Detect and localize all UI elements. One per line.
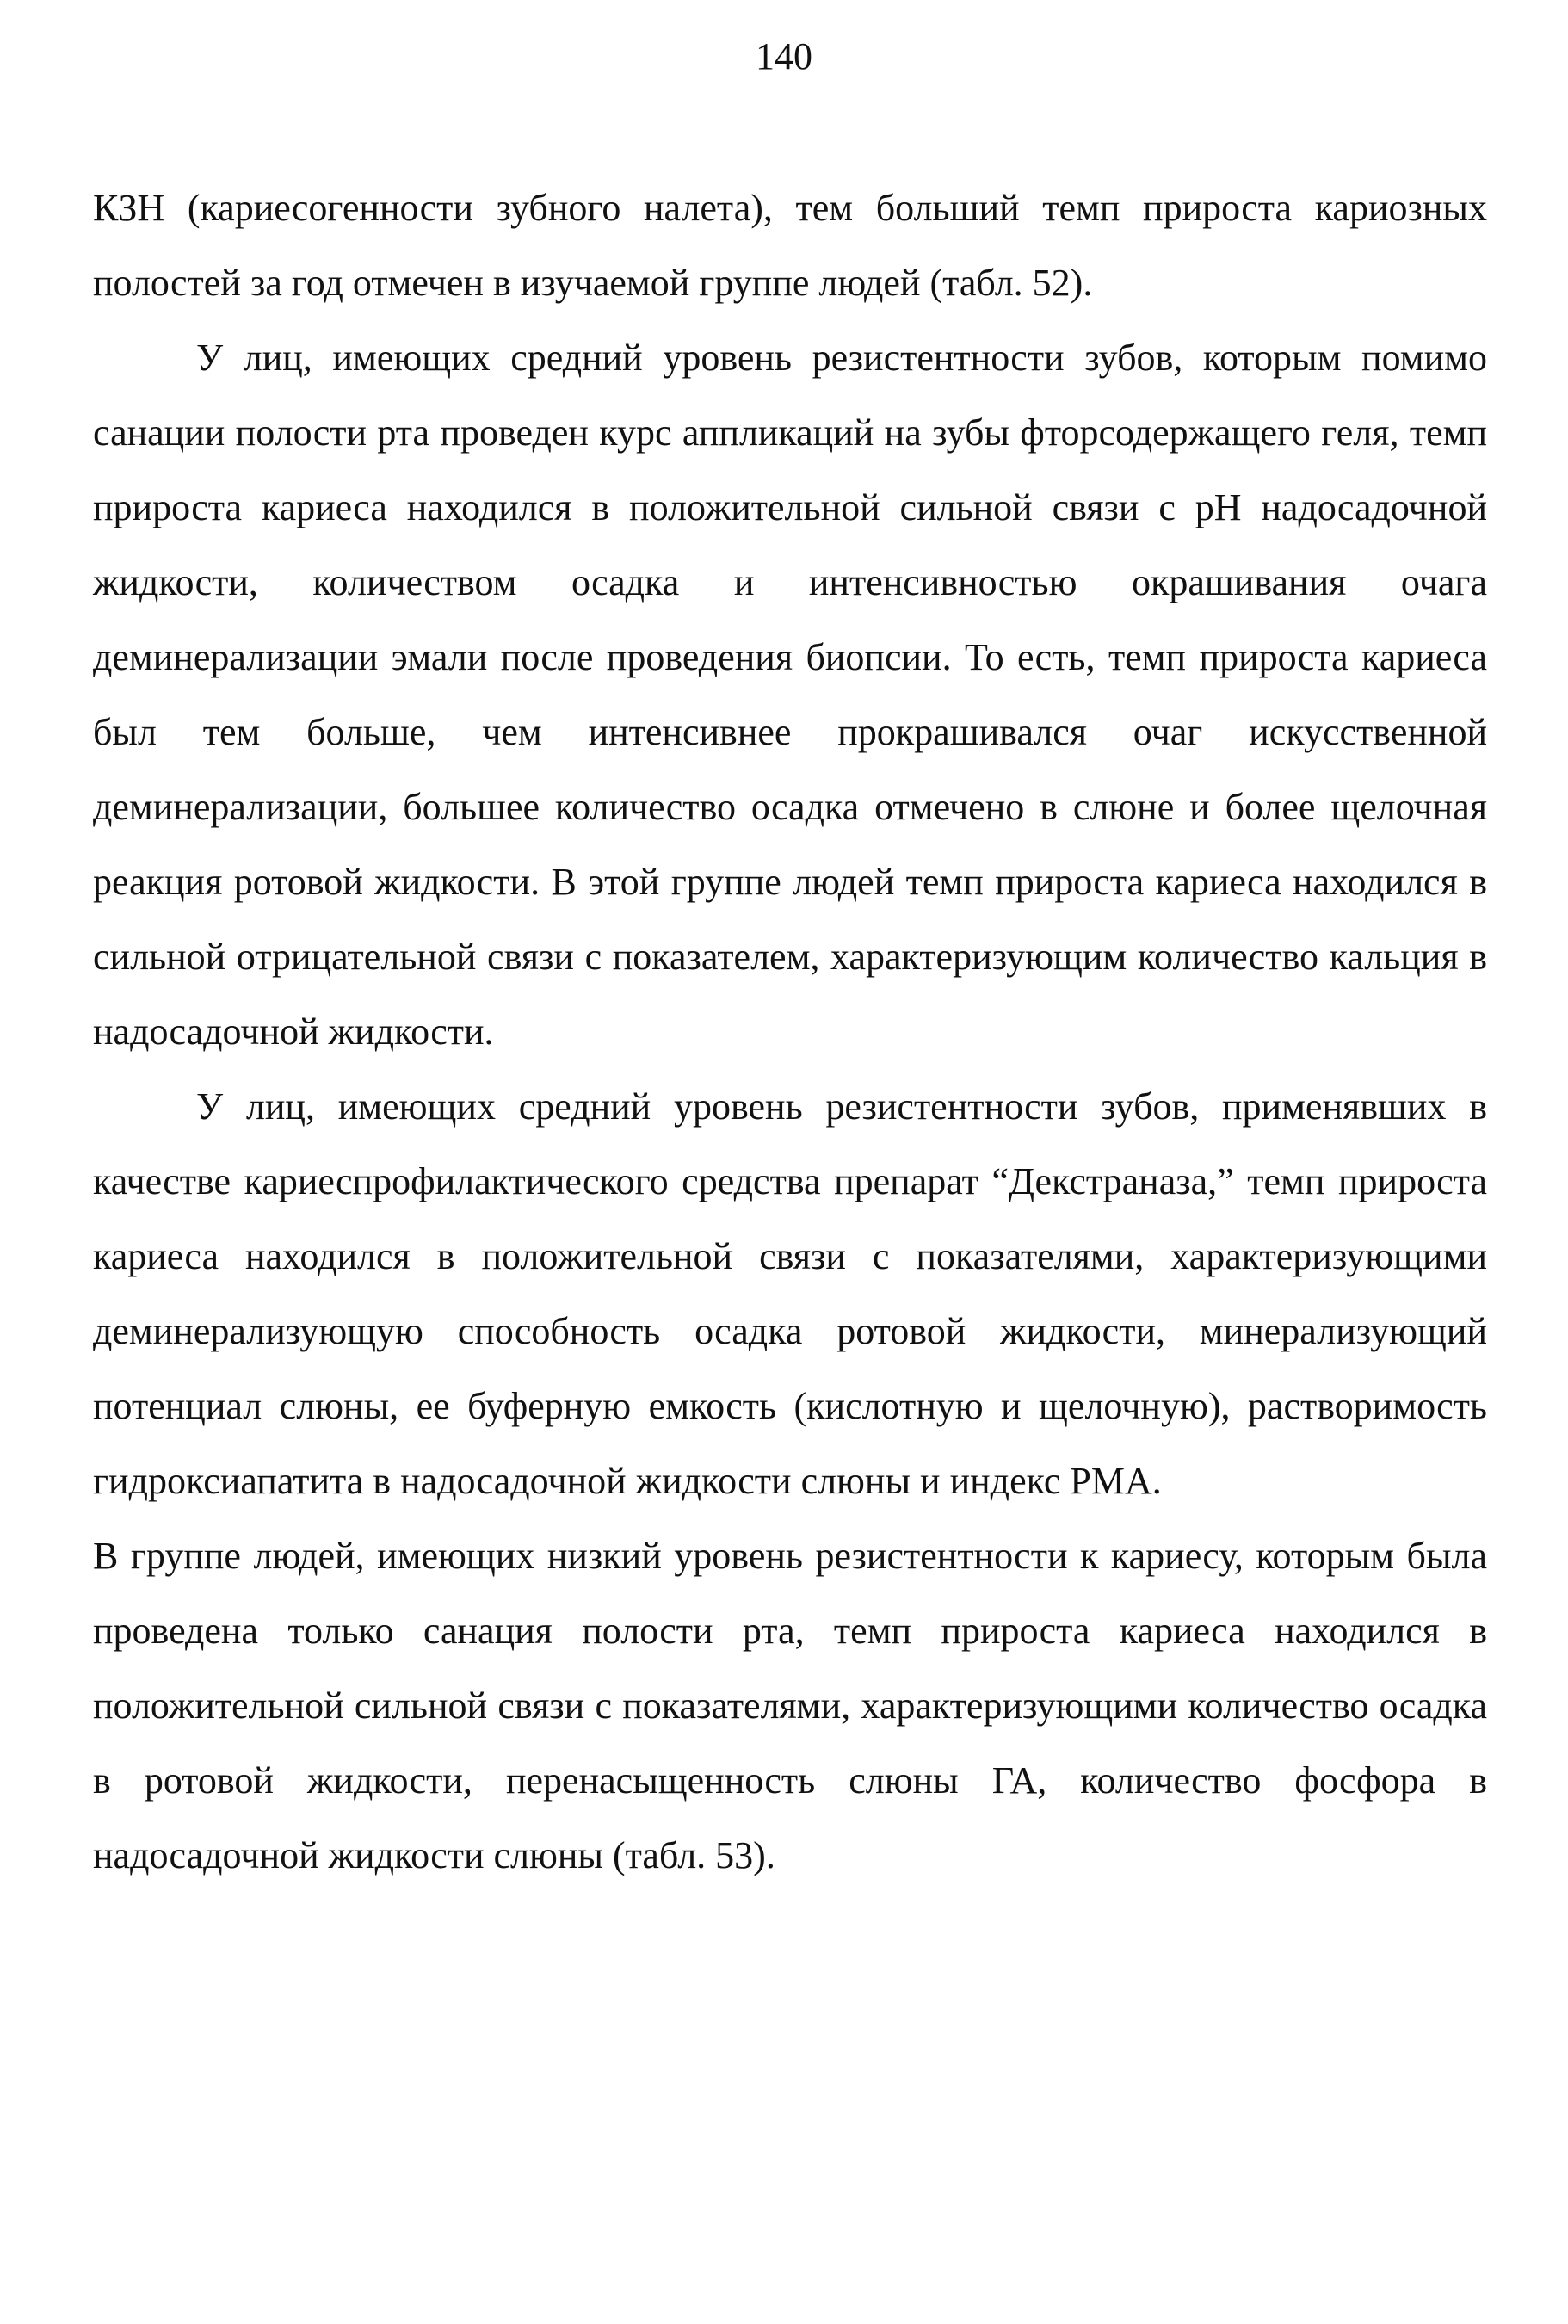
paragraph-fluoride-gel-group: У лиц, имеющих средний уровень резистентности зубов, которым помимо санации полости рта проведен курс аппликаций на зубы фторсодержащего геля, темп прироста кариеса находился в положительной сильной связи с рН надосадочной жидкости, количеством осадка и интенсивностью окрашивания очага деминерализации эмали после проведения биопсии. То есть, темп прироста кариеса был тем больше, чем интенсивнее прокрашивался очаг искусственной деминерализации, большее количество осадка отмечено в слюне и более щелочная реакция ротовой жидкости. В этой группе людей темп прироста кариеса находился в сильной отрицательной связи с показателем, характеризующим количество кальция в надосадочной жидкости. <box>93 337 1487 1053</box>
page-number: 140 <box>756 35 812 77</box>
paragraph-continuation: КЗН (кариесогенности зубного налета), тем больший темп прироста кариозных полостей за год отмечен в изучаемой группе людей (табл. 52). <box>93 187 1487 304</box>
paragraph-low-resistance-group: В группе людей, имеющих низкий уровень резистентности к кариесу, которым была проведена только санация полости рта, темп прироста кариеса находился в положительной сильной связи с показателями, характеризующими количество осадка в ротовой жидкости, перенасыщенность слюны ГА, количество фосфора в надосадочной жидкости слюны (табл. 53). <box>93 1535 1487 1876</box>
paragraph-dextranase-group: У лиц, имеющих средний уровень резистентности зубов, применявших в качестве кариеспрофилактического средства препарат “Декстраназа,” темп прироста кариеса находился в положительной связи с показателями, характеризующими деминерализующую способность осадка ротовой жидкости, минерализующий потенциал слюны, ее буферную емкость (кислотную и щелочную), растворимость гидроксиапатита в надосадочной жидкости слюны и индекс РМА. <box>93 1085 1487 1502</box>
document-body <box>93 170 1487 1893</box>
